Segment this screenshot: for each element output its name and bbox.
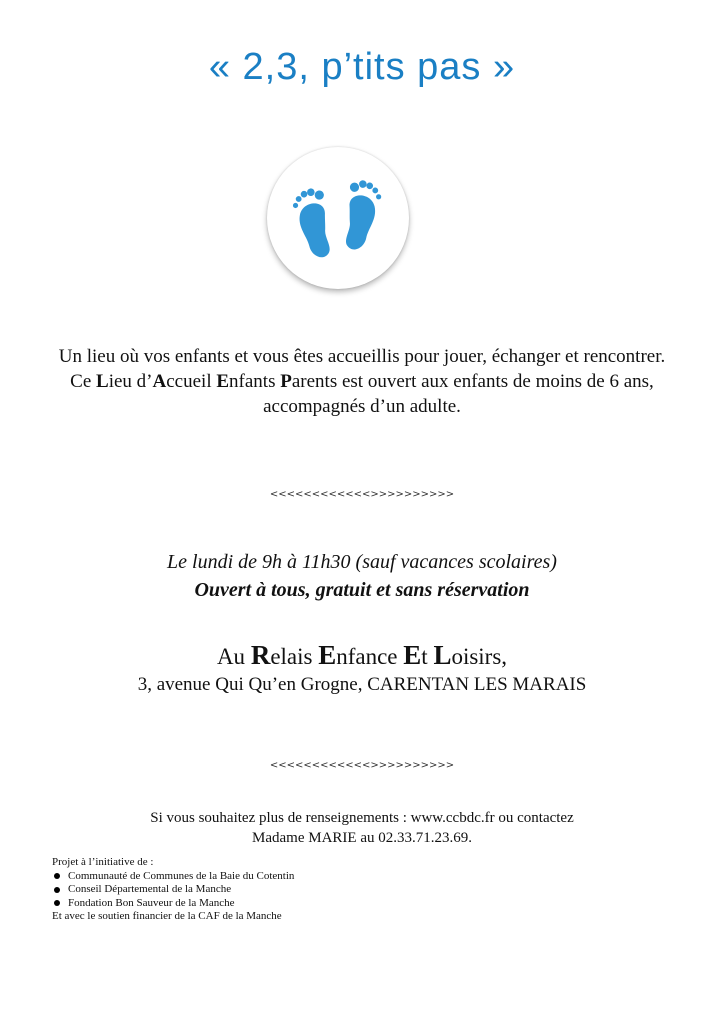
contact-info (0, 808, 724, 848)
separator-top: <<<<<<<<<<<<>>>>>>>>>> (269, 489, 455, 500)
intro-segment: Ce (70, 371, 97, 392)
partner-item: Communauté de Communes de la Baie du Cotentin (52, 870, 692, 884)
footprints-icon (267, 147, 409, 289)
page-title: « 2,3, p’tits pas » (208, 46, 516, 88)
schedule-text: Le lundi de 9h à 11h30 (sauf vacances scolaires) (167, 551, 557, 573)
left-foot-icon (291, 187, 333, 261)
bullet-icon (54, 887, 60, 893)
hours-block (0, 548, 724, 604)
venue-initial: E (403, 640, 422, 670)
partner-item: Fondation Bon Sauveur de la Manche (52, 897, 692, 911)
contact-line-2: Madame MARIE au 02.33.71.23.69. (252, 830, 472, 846)
venue-name (0, 640, 724, 672)
acronym-initial: P (280, 371, 292, 392)
partners-footer (52, 856, 692, 924)
intro-line-2 (40, 369, 684, 419)
venue-segment: oisirs, (451, 644, 508, 669)
acronym-initial: E (216, 371, 230, 392)
intro-segment: ieu d’ (108, 371, 153, 392)
partner-item: Conseil Départemental de la Manche (52, 883, 692, 897)
footprints-logo (267, 147, 409, 289)
venue-initial: E (318, 640, 337, 670)
intro-segment: arents est ouvert aux enfants de moins de 6 ans, accompagnés d’un adulte. (263, 371, 654, 417)
acronym-initial: A (152, 371, 167, 392)
venue-segment: t (421, 644, 434, 669)
footer-intro: Projet à l’initiative de : (52, 856, 154, 868)
access-text: Ouvert à tous, gratuit et sans réservation (194, 579, 530, 601)
intro-segment: nfants (229, 371, 281, 392)
bullet-icon (54, 873, 60, 879)
right-foot-icon (343, 179, 382, 252)
venue-initial: L (433, 640, 452, 670)
intro-line-1: Un lieu où vos enfants et vous êtes accueillis pour jouer, échanger et rencontrer. (58, 346, 666, 367)
venue-segment: nfance (336, 644, 404, 669)
venue-address: 3, avenue Qui Qu’en Grogne, CARENTAN LES MARAIS (137, 674, 587, 695)
bullet-icon (54, 900, 60, 906)
location-block (0, 640, 724, 698)
separator-bottom: <<<<<<<<<<<<>>>>>>>>>> (269, 760, 455, 771)
contact-line-1: Si vous souhaitez plus de renseignements : www.ccbdc.fr ou contactez (150, 810, 574, 826)
footer-outro: Et avec le soutien financier de la CAF de la Manche (52, 910, 282, 922)
venue-segment: elais (270, 644, 319, 669)
acronym-initial: L (96, 371, 109, 392)
intro-text (40, 344, 684, 419)
intro-segment: ccueil (166, 371, 217, 392)
venue-segment: Au (216, 644, 251, 669)
venue-initial: R (250, 640, 271, 670)
